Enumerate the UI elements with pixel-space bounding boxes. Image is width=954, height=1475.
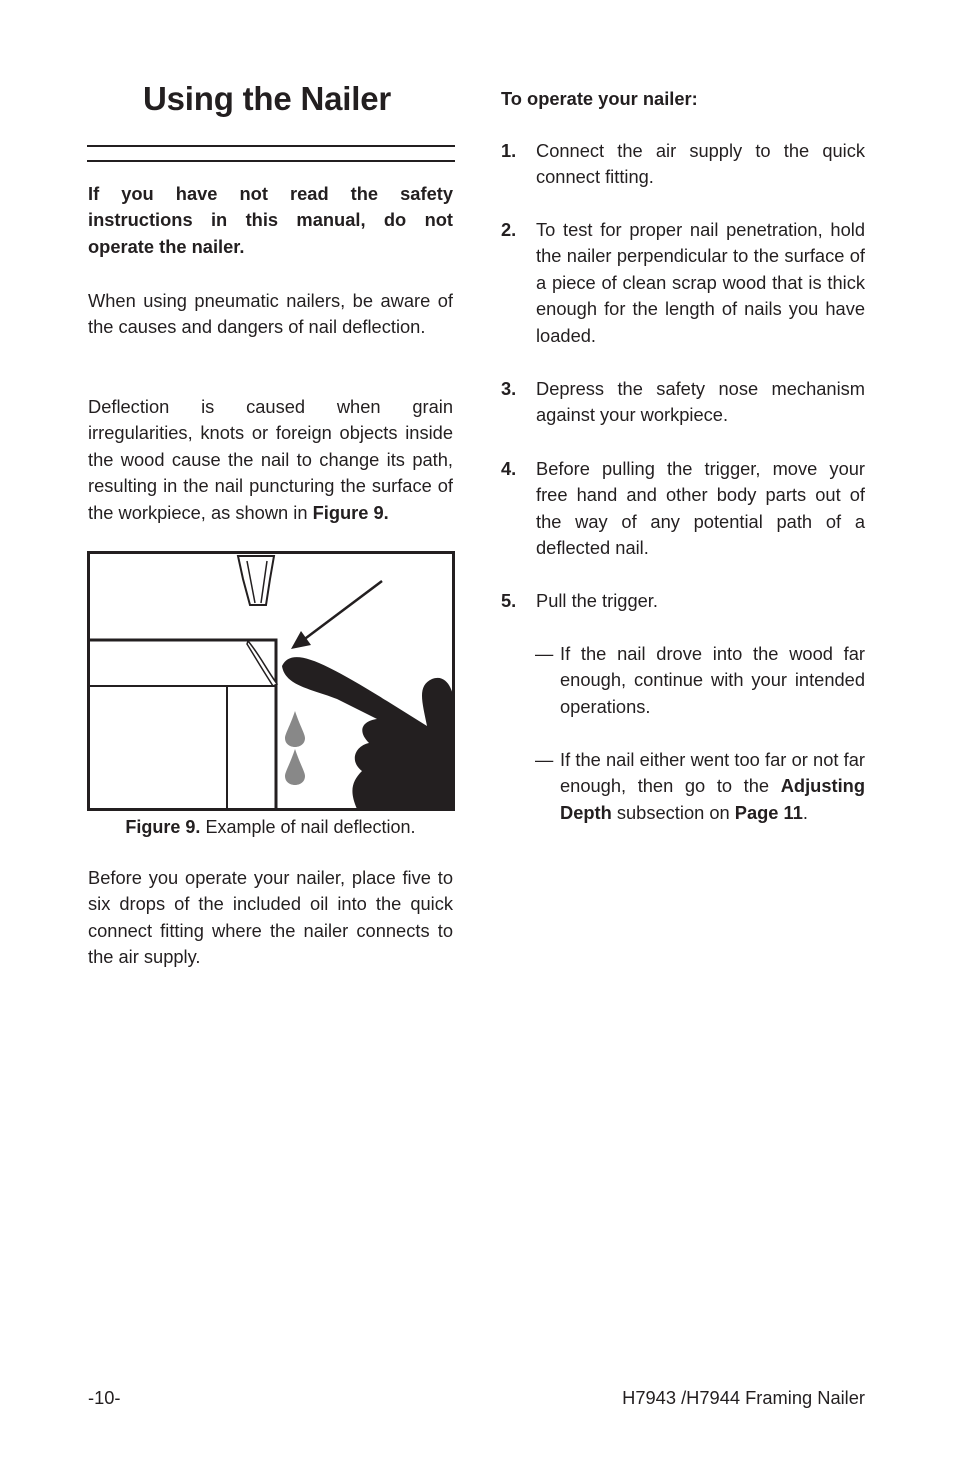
oil-instructions: Before you operate your nailer, place five to six drops of the included oil into the quick connect fitting where the nailer connects to the air supply.: [88, 867, 453, 968]
nail-deflection-figure: [87, 551, 455, 811]
sub-step-continue: [535, 641, 865, 720]
sub-step-text: [560, 747, 865, 826]
page-title: Using the Nailer: [143, 80, 392, 117]
step-1: [501, 138, 865, 191]
title-rule-bottom: [87, 160, 455, 162]
figure-caption-text: Example of nail deflection.: [200, 817, 416, 837]
step-number: 4.: [501, 458, 517, 479]
step-number: 1.: [501, 140, 517, 161]
sub-step-text: If the nail drove into the wood far enough, continue with your intended operations.: [560, 643, 865, 717]
step-number: 3.: [501, 378, 517, 399]
step-text: Pull the trigger.: [536, 590, 658, 611]
deflection-intro: When using pneumatic nailers, be aware of the causes and dangers of nail deflection.: [88, 290, 453, 338]
figure-caption: [88, 817, 453, 838]
figure-reference: Figure 9.: [312, 501, 389, 523]
deflection-description: [88, 394, 453, 526]
step-text: Before pulling the trigger, move your free hand and other body parts out of the way of any potential path of a deflected nail.: [536, 458, 865, 559]
step-number: 2.: [501, 219, 517, 240]
step-text: To test for proper nail penetration, hold the nailer perpendicular to the surface of a piece of clean scrap wood that is thick enough for the length of nails you have loaded.: [536, 219, 865, 346]
step-5: [501, 588, 865, 614]
sub-step-mid: subsection on: [611, 801, 735, 823]
sub-step-adjust: [535, 747, 865, 826]
sub-step-end: .: [802, 801, 808, 823]
safety-warning: If you have not read the safety instructions in this manual, do not operate the nailer.: [88, 183, 453, 257]
figure-label: Figure 9.: [125, 817, 201, 837]
step-text: Depress the safety nose mechanism against your workpiece.: [536, 378, 865, 426]
dash-bullet: —: [535, 643, 554, 664]
sub-step-pre: If the nail either went too far or not far enough, then go to the: [560, 749, 865, 797]
dash-bullet: —: [535, 749, 554, 770]
page-reference: Page 11: [734, 801, 803, 823]
step-3: [501, 376, 865, 429]
adjusting-depth-link: Adjusting Depth: [560, 775, 865, 823]
step-number: 5.: [501, 590, 517, 611]
step-text: Connect the air supply to the quick connect fitting.: [536, 140, 865, 188]
deflection-text: Deflection is caused when grain irregularities, knots or foreign objects inside the wood cause the nail to change its path, resulting in the nail puncturing the surface of the workpiece, as shown in: [88, 396, 453, 523]
title-rule-top: [87, 145, 455, 147]
operate-heading: To operate your nailer:: [501, 88, 698, 109]
step-2: [501, 217, 865, 349]
product-name: H7943 /H7944 Framing Nailer: [622, 1387, 865, 1408]
page-number: -10-: [88, 1387, 121, 1408]
step-4: [501, 456, 865, 562]
